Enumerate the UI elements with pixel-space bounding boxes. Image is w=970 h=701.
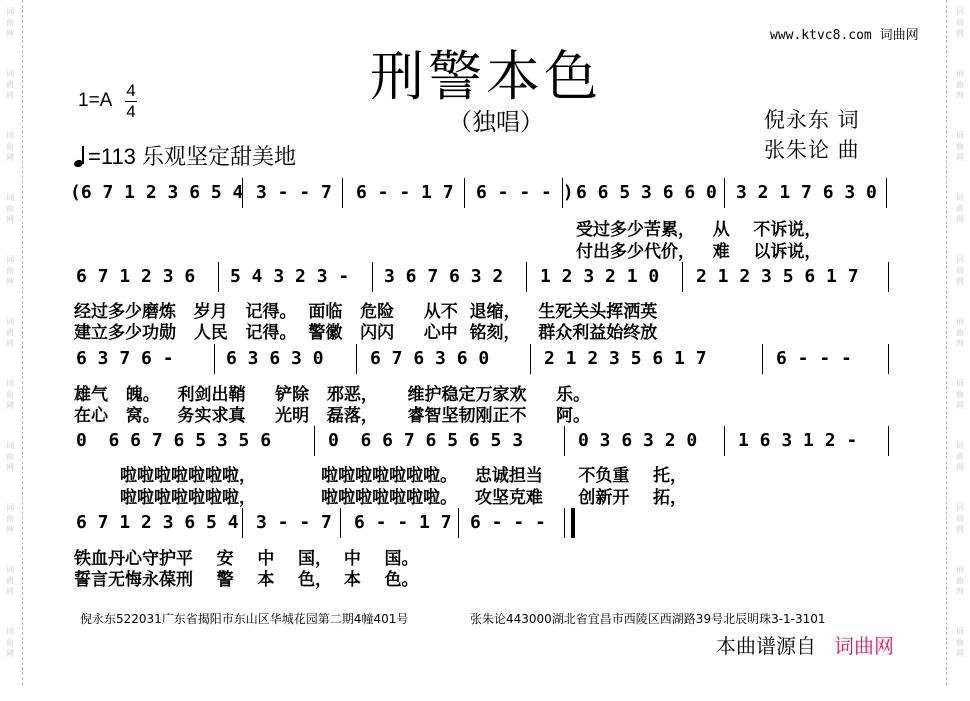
measure: 6 3 7 6 - [76,348,174,369]
bar-line [356,344,357,374]
bar-line [724,178,725,208]
measure: 6 - - 1 7 [354,512,452,533]
bar-line [888,262,889,292]
measure: 6 6 5 3 6 6 0 [576,182,717,203]
measure: 3 2 1 7 6 3 0 [736,182,877,203]
bar-line [242,178,243,208]
song-title: 刑警本色 [370,45,602,108]
watermark-text: 词 曲 网 [6,441,14,472]
lyricist-address: 倪永东522031广东省揭阳市东山区华城花园第二期4幢401号 [80,612,409,626]
measure: 6 - - - ) [476,182,574,203]
measure: 2 1 2 3 5 6 1 7 [696,266,859,287]
time-top: 4 [126,81,136,100]
bar-line [762,344,763,374]
source-credit [716,630,894,659]
watermark-text: 词 曲 网 [6,7,14,38]
watermark-text: 词 曲 网 [6,69,14,100]
watermark-text: 词 曲 网 [956,503,964,534]
measure: 5 4 3 2 3 - [230,266,350,287]
watermark-text: 词 曲 网 [956,255,964,286]
watermark-text: 词 曲 网 [6,255,14,286]
time-signature [125,82,137,121]
bar-line [242,508,243,538]
lyric-line: 建立多少功勋 人民 记得。 警徽 闪闪 心中 铭刻， 群众利益始终放 [74,323,658,343]
bar-line [340,508,341,538]
lyric-line: 铁血丹心守护平 安 中 国， 中 国。 [74,549,419,569]
lyric-line: 啦啦啦啦啦啦啦， 啦啦啦啦啦啦啦。 攻坚克难 创新开 拓， [120,488,688,508]
watermark-text: 词 曲 网 [956,379,964,410]
bar-line [314,426,315,456]
measure: 0 6 6 7 6 5 6 5 3 [328,430,524,451]
tempo-text: =113 乐观坚定甜美地 [88,144,297,169]
watermark-text: 词 曲 网 [956,69,964,100]
bar-line [562,178,563,208]
source-label: 本曲谱源自 [716,634,816,658]
measure: 6 7 1 2 3 6 5 4 [76,512,239,533]
watermark-text: 词 曲 网 [6,379,14,410]
bar-line [458,508,459,538]
measure: 6 - - 1 7 [356,182,454,203]
measure: 6 3 6 3 0 [226,348,324,369]
lyric-line: 啦啦啦啦啦啦啦， 啦啦啦啦啦啦啦。 忠诚担当 不负重 托， [120,466,688,486]
final-bar-line [564,508,575,538]
lyric-line: 付出多少代价， 难 以诉说， [576,242,822,262]
bar-line [214,344,215,374]
lyric-line: 经过多少磨炼 岁月 记得。 面临 危险 从不 退缩， 生死关头挥洒英 [74,302,658,322]
watermark-text: 词 曲 网 [6,193,14,224]
bar-line [530,344,531,374]
right-margin-line [946,0,947,685]
quarter-note-icon [74,145,86,167]
watermark-text: 词 曲 网 [956,317,964,348]
measure: 3 - - 7 [256,182,332,203]
song-subtitle: （独唱） [448,108,544,136]
watermark-text: 词 曲 网 [6,503,14,534]
watermark-text: 词 曲 网 [6,627,14,658]
bar-line [682,262,683,292]
measure: 1 6 3 1 2 - [738,430,858,451]
measure: 0 6 6 7 6 5 3 5 6 [76,430,272,451]
measure: 3 6 7 6 3 2 [384,266,504,287]
key-signature: 1=A [78,90,113,111]
watermark-text: 词 曲 网 [956,7,964,38]
lyric-line: 雄气 魄。 利剑出鞘 铲除 邪恶， 维护稳定万家欢 乐。 [74,385,591,405]
measure: (6 7 1 2 3 6 5 4 [70,182,244,203]
watermark-text: 词 曲 网 [956,131,964,162]
watermark-text: 词 曲 网 [956,627,964,658]
bar-line [218,262,219,292]
bar-line [342,178,343,208]
lyric-line: 誓言无悔永葆刑 警 本 色， 本 色。 [74,570,419,590]
measure: 1 2 3 2 1 0 [540,266,660,287]
bar-line [888,426,889,456]
tempo-marking [74,140,296,171]
measure: 2 1 2 3 5 6 1 7 [544,348,707,369]
watermark-text: 词 曲 网 [956,441,964,472]
bar-line [724,426,725,456]
source-brand-link[interactable]: 词曲网 [834,634,894,658]
bar-line [564,426,565,456]
measure: 6 7 6 3 6 0 [370,348,490,369]
measure: 6 - - - [776,348,852,369]
time-bottom: 4 [126,102,136,121]
bar-line [464,178,465,208]
lyricist-credit: 倪永东 词 [764,108,860,132]
bar-line [888,344,889,374]
measure: 6 7 1 2 3 6 [76,266,196,287]
watermark-text: 词 曲 网 [956,193,964,224]
measure: 3 - - 7 [256,512,332,533]
watermark-text: 词 曲 网 [6,317,14,348]
watermark-text: 词 曲 网 [6,565,14,596]
bar-line [372,262,373,292]
measure: 6 - - - [470,512,546,533]
lyric-line: 在心 窝。 务实求真 光明 磊落， 睿智坚韧刚正不 阿。 [74,406,591,426]
site-url[interactable]: www.ktvc8.com 词曲网 [770,28,919,43]
composer-credit: 张朱论 曲 [764,138,860,162]
bar-line [526,262,527,292]
watermark-text: 词 曲 网 [956,565,964,596]
bar-line [886,178,887,208]
lyric-line: 受过多少苦累， 从 不诉说， [576,220,822,240]
composer-address: 张朱论443000湖北省宜昌市西陵区西湖路39号北辰明珠3-1-3101 [470,612,826,626]
watermark-text: 词 曲 网 [6,131,14,162]
measure: 0 3 6 3 2 0 [578,430,698,451]
left-margin-line [22,0,23,685]
